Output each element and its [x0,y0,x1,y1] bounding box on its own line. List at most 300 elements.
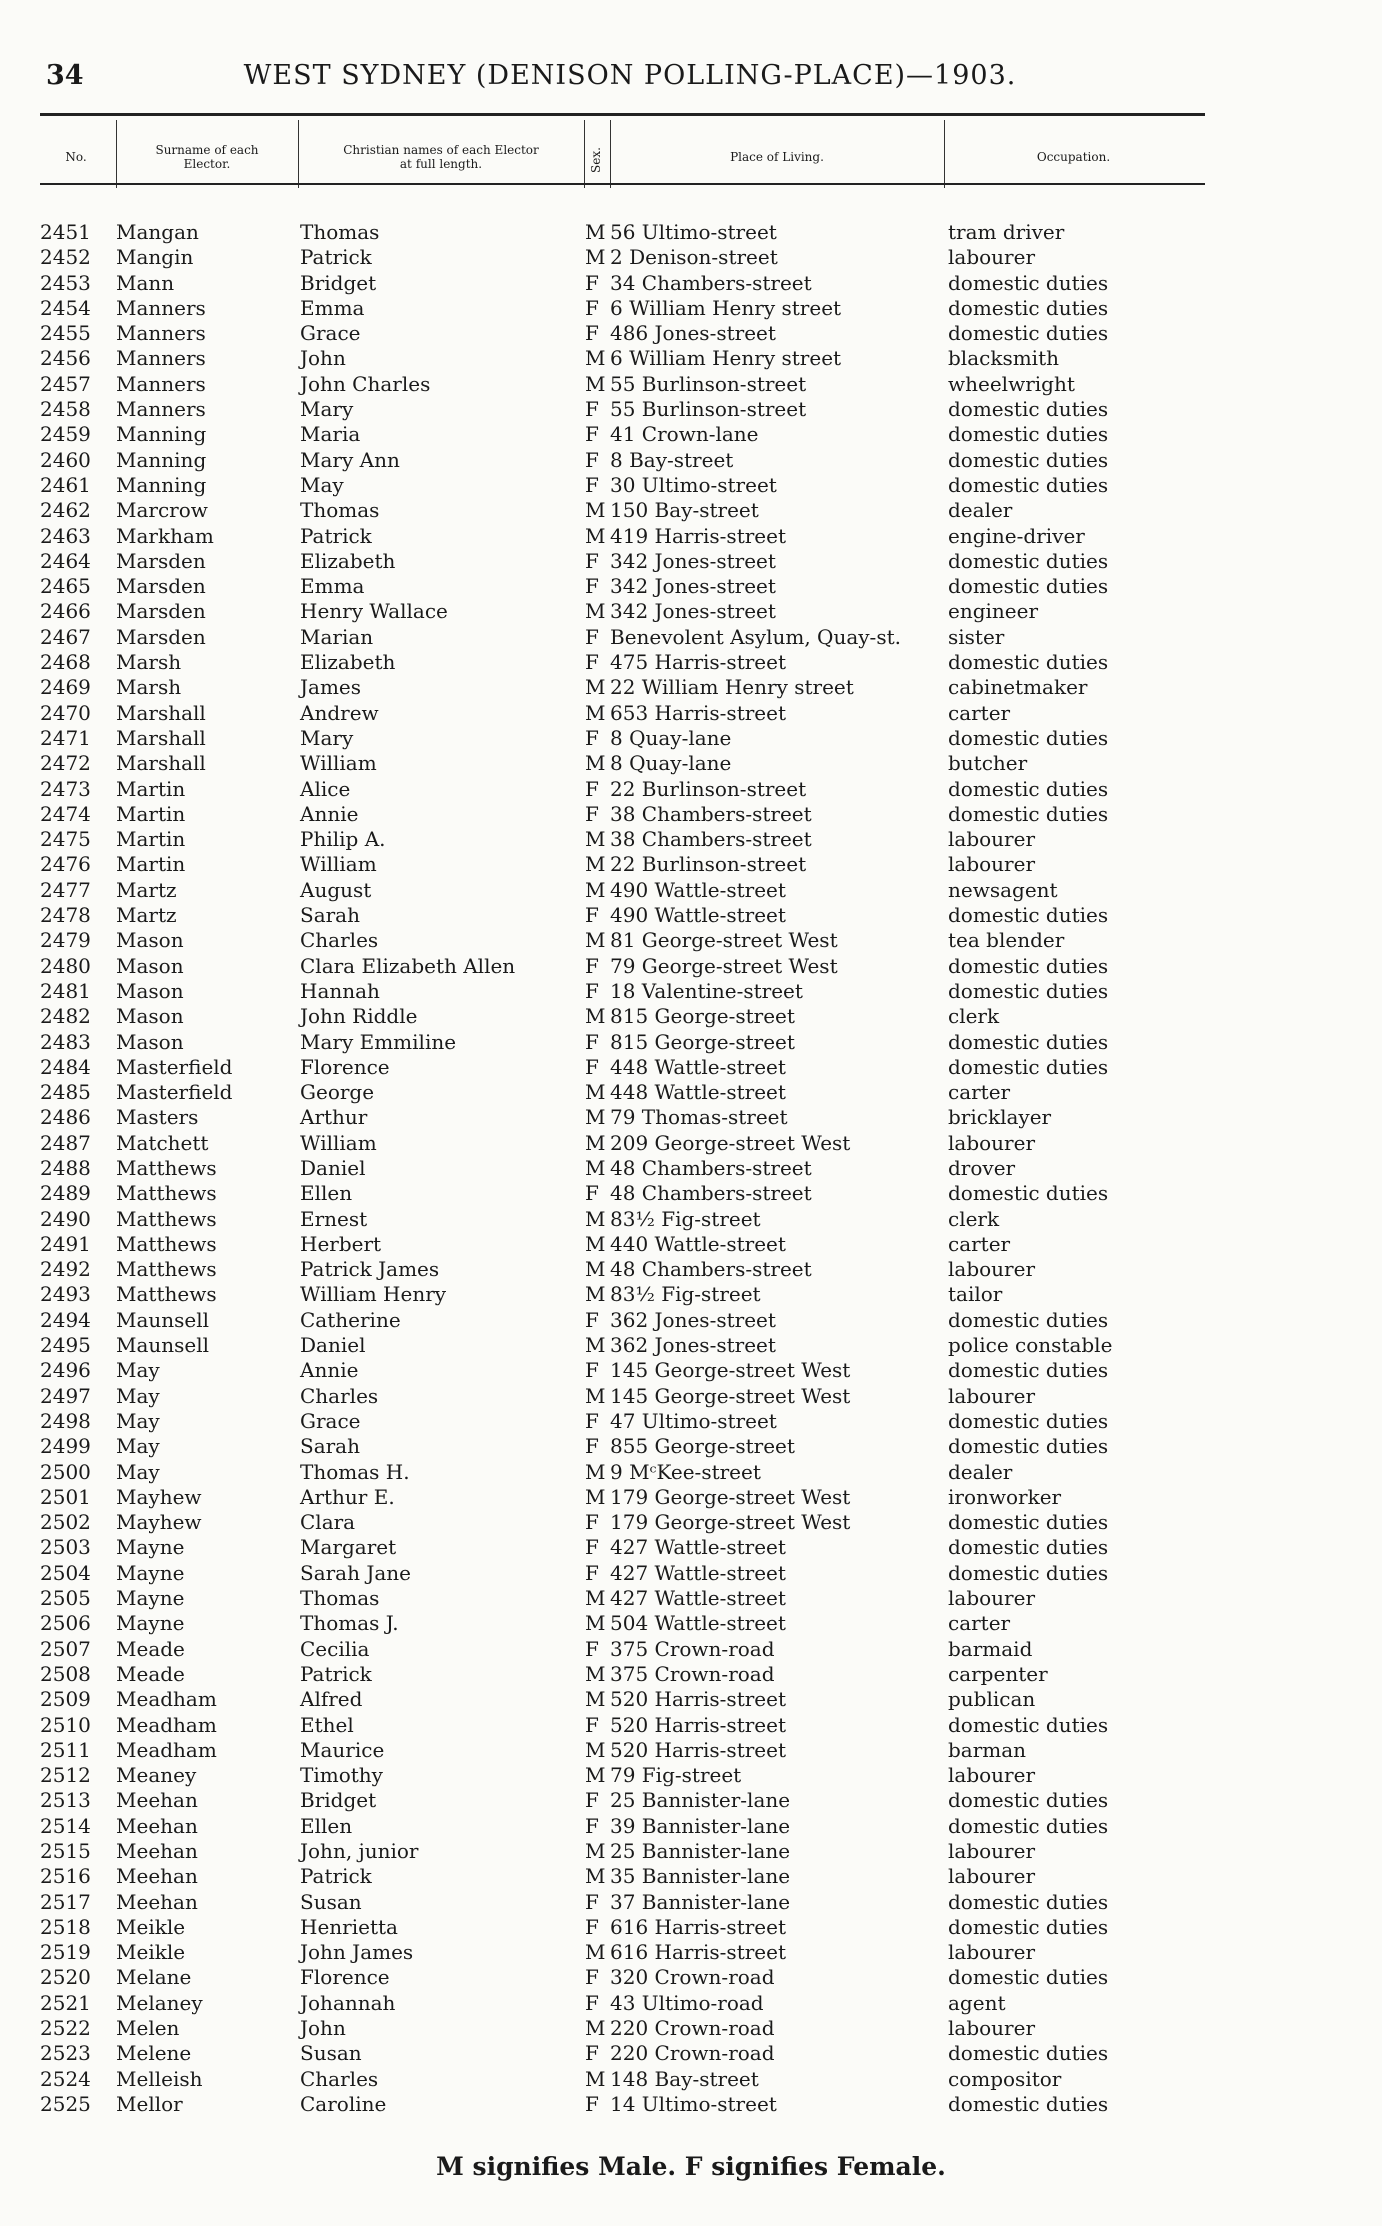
table-row [40,928,1220,953]
table-row [40,1687,1220,1712]
elector-christian-names: John [300,2016,346,2041]
elector-number: 2505 [40,1586,91,1611]
elector-place-of-living: 38 Chambers-street [610,827,812,852]
elector-occupation: domestic duties [948,1307,1109,1332]
elector-place-of-living: 145 George-street West [610,1358,851,1383]
elector-sex: F [585,953,599,978]
elector-christian-names: Ernest [300,1206,368,1231]
elector-number: 2521 [40,1990,91,2015]
elector-occupation: domestic duties [948,725,1109,750]
elector-occupation: domestic duties [948,447,1109,472]
elector-surname: May [116,1383,160,1408]
elector-number: 2482 [40,1004,91,1029]
sex-legend: M signifies Male. F signifies Female. [436,2152,946,2181]
elector-christian-names: Maria [300,422,361,447]
elector-place-of-living: 419 Harris-street [610,523,787,548]
elector-number: 2512 [40,1763,91,1788]
table-row [40,1965,1220,1990]
table-row [40,1586,1220,1611]
elector-sex: M [585,245,606,270]
elector-sex: M [585,852,606,877]
elector-occupation: engineer [948,599,1039,624]
elector-christian-names: George [300,1080,375,1105]
elector-occupation: labourer [948,1383,1036,1408]
elector-number: 2474 [40,801,91,826]
elector-occupation: labourer [948,1864,1036,1889]
elector-number: 2492 [40,1257,91,1282]
elector-place-of-living: 362 Jones-street [610,1307,776,1332]
elector-surname: Melaney [116,1990,203,2015]
elector-number: 2467 [40,624,91,649]
elector-occupation: domestic duties [948,1813,1109,1838]
elector-surname: Martz [116,877,177,902]
elector-number: 2466 [40,599,91,624]
table-row [40,1181,1220,1206]
elector-place-of-living: 486 Jones-street [610,321,776,346]
elector-christian-names: Florence [300,1965,390,1990]
elector-surname: Manning [116,422,207,447]
elector-christian-names: Maurice [300,1737,385,1762]
elector-surname: Mason [116,928,184,953]
elector-number: 2510 [40,1712,91,1737]
elector-surname: Martin [116,827,186,852]
elector-number: 2465 [40,574,91,599]
elector-surname: Mangan [116,220,199,244]
elector-number: 2472 [40,751,91,776]
elector-christian-names: Thomas [300,1586,380,1611]
elector-christian-names: William [300,751,377,776]
elector-occupation: domestic duties [948,270,1109,295]
elector-place-of-living: 815 George-street [610,1004,795,1029]
elector-surname: Maunsell [116,1333,210,1358]
elector-sex: F [585,1889,599,1914]
elector-christian-names: Thomas J. [300,1611,399,1636]
elector-surname: Mayne [116,1535,185,1560]
elector-christian-names: Marian [300,624,374,649]
table-row [40,1763,1220,1788]
table-row [40,1080,1220,1105]
elector-number: 2486 [40,1105,91,1130]
elector-sex: F [585,1535,599,1560]
table-row [40,1814,1220,1839]
elector-surname: Marsden [116,574,206,599]
elector-sex: F [585,801,599,826]
elector-place-of-living: 427 Wattle-street [610,1535,786,1560]
table-row [40,422,1220,447]
elector-place-of-living: 440 Wattle-street [610,1231,786,1256]
elector-number: 2462 [40,498,91,523]
elector-sex: F [585,1712,599,1737]
elector-place-of-living: 490 Wattle-street [610,903,786,928]
elector-place-of-living: 815 George-street [610,1029,795,1054]
table-row [40,220,1220,245]
elector-place-of-living: 427 Wattle-street [610,1560,786,1585]
table-row [40,2041,1220,2066]
elector-occupation: labourer [948,1586,1036,1611]
elector-occupation: domestic duties [948,1560,1109,1585]
elector-sex: F [585,903,599,928]
elector-surname: Matthews [116,1155,217,1180]
elector-occupation: carter [948,1231,1011,1256]
elector-christian-names: Thomas [300,498,380,523]
elector-christian-names: Bridget [300,1788,377,1813]
elector-place-of-living: 520 Harris-street [610,1687,787,1712]
elector-sex: F [585,472,599,497]
elector-sex: M [585,751,606,776]
elector-number: 2453 [40,270,91,295]
elector-christian-names: Daniel [300,1155,366,1180]
elector-christian-names: Ethel [300,1712,354,1737]
elector-occupation: domestic duties [948,422,1109,447]
elector-number: 2475 [40,827,91,852]
elector-number: 2454 [40,295,91,320]
elector-place-of-living: 520 Harris-street [610,1737,787,1762]
elector-surname: May [116,1459,160,1484]
elector-surname: Mayhew [116,1484,202,1509]
elector-occupation: domestic duties [948,1029,1109,1054]
elector-place-of-living: 47 Ultimo-street [610,1408,777,1433]
elector-surname: Manners [116,397,206,422]
elector-sex: F [585,2091,599,2116]
table-row [40,2067,1220,2092]
elector-christian-names: Emma [300,574,365,599]
elector-sex: M [585,1333,606,1358]
elector-number: 2516 [40,1864,91,1889]
elector-occupation: labourer [948,1940,1036,1965]
elector-sex: F [585,1510,599,1535]
table-row [40,245,1220,270]
table-row [40,1864,1220,1889]
elector-christian-names: Mary [300,397,354,422]
elector-place-of-living: 342 Jones-street [610,548,776,573]
elector-number: 2523 [40,2041,91,2066]
elector-surname: Mason [116,953,184,978]
elector-sex: M [585,1231,606,1256]
table-row [40,1434,1220,1459]
elector-sex: M [585,1940,606,1965]
elector-number: 2481 [40,978,91,1003]
elector-surname: Manners [116,371,206,396]
elector-place-of-living: 2 Denison-street [610,245,778,270]
table-row [40,372,1220,397]
elector-number: 2488 [40,1155,91,1180]
table-row [40,1333,1220,1358]
elector-number: 2519 [40,1940,91,1965]
elector-place-of-living: 55 Burlinson-street [610,371,807,396]
header-rule-bottom [40,183,1205,185]
elector-sex: M [585,498,606,523]
elector-place-of-living: 8 Quay-lane [610,725,732,750]
table-row [40,296,1220,321]
table-row [40,650,1220,675]
elector-surname: Manners [116,346,206,371]
elector-occupation: domestic duties [948,1510,1109,1535]
elector-place-of-living: 475 Harris-street [610,650,787,675]
elector-place-of-living: 18 Valentine-street [610,978,803,1003]
table-row [40,1308,1220,1333]
table-row [40,1839,1220,1864]
table-row [40,346,1220,371]
elector-sex: M [585,1484,606,1509]
elector-surname: Marshall [116,751,206,776]
elector-surname: Meade [116,1636,185,1661]
elector-occupation: tailor [948,1282,1003,1307]
elector-sex: F [585,1813,599,1838]
table-row [40,2092,1220,2117]
elector-place-of-living: 22 William Henry street [610,675,854,700]
elector-place-of-living: 35 Bannister-lane [610,1864,791,1889]
elector-occupation: domestic duties [948,903,1109,928]
elector-number: 2455 [40,321,91,346]
elector-sex: M [585,1004,606,1029]
elector-sex: M [585,599,606,624]
elector-surname: Meehan [116,1788,198,1813]
elector-sex: M [585,1282,606,1307]
table-row [40,1485,1220,1510]
elector-sex: M [585,1864,606,1889]
elector-christian-names: Johannah [300,1990,396,2015]
elector-number: 2509 [40,1687,91,1712]
elector-number: 2480 [40,953,91,978]
elector-surname: Matthews [116,1206,217,1231]
elector-surname: Martz [116,903,177,928]
elector-occupation: newsagent [948,877,1058,902]
elector-occupation: dealer [948,1459,1013,1484]
table-row [40,498,1220,523]
elector-sex: F [585,397,599,422]
elector-number: 2460 [40,447,91,472]
elector-sex: M [585,523,606,548]
elector-surname: May [116,1434,160,1459]
elector-surname: Matchett [116,1130,209,1155]
elector-christian-names: Clara [300,1510,356,1535]
elector-sex: F [585,574,599,599]
elector-surname: Mason [116,1029,184,1054]
elector-number: 2525 [40,2091,91,2116]
elector-occupation: clerk [948,1206,1000,1231]
elector-place-of-living: 22 Burlinson-street [610,776,807,801]
elector-occupation: tram driver [948,220,1065,244]
elector-surname: Marshall [116,700,206,725]
table-row [40,1915,1220,1940]
elector-occupation: domestic duties [948,1408,1109,1433]
elector-christian-names: Caroline [300,2091,387,2116]
elector-place-of-living: 448 Wattle-street [610,1054,786,1079]
elector-surname: Mason [116,1004,184,1029]
elector-surname: May [116,1408,160,1433]
elector-christian-names: John Riddle [300,1004,418,1029]
elector-place-of-living: 209 George-street West [610,1130,851,1155]
elector-place-of-living: 427 Wattle-street [610,1586,786,1611]
elector-sex: F [585,1914,599,1939]
elector-occupation: labourer [948,827,1036,852]
elector-number: 2477 [40,877,91,902]
table-row [40,549,1220,574]
elector-christian-names: Mary Emmiline [300,1029,457,1054]
elector-surname: Meikle [116,1914,186,1939]
elector-christian-names: Patrick [300,1661,372,1686]
elector-christian-names: John Charles [300,371,431,396]
elector-number: 2498 [40,1408,91,1433]
elector-number: 2451 [40,220,91,244]
elector-occupation: domestic duties [948,801,1109,826]
elector-christian-names: Sarah [300,1434,360,1459]
elector-surname: Meehan [116,1864,198,1889]
elector-occupation: dealer [948,498,1013,523]
table-row [40,2016,1220,2041]
elector-place-of-living: 22 Burlinson-street [610,852,807,877]
elector-sex: F [585,321,599,346]
table-row [40,852,1220,877]
elector-occupation: domestic duties [948,321,1109,346]
elector-occupation: domestic duties [948,1358,1109,1383]
elector-christian-names: Mary [300,725,354,750]
elector-number: 2522 [40,2016,91,2041]
elector-sex: M [585,1459,606,1484]
elector-surname: Mann [116,270,175,295]
elector-occupation: barman [948,1737,1027,1762]
elector-sex: F [585,1990,599,2015]
elector-surname: Manning [116,447,207,472]
table-row [40,473,1220,498]
elector-place-of-living: 14 Ultimo-street [610,2091,777,2116]
elector-surname: Masterfield [116,1054,233,1079]
elector-occupation: wheelwright [948,371,1075,396]
elector-number: 2508 [40,1661,91,1686]
elector-surname: Meadham [116,1712,217,1737]
elector-christian-names: Florence [300,1054,390,1079]
elector-occupation: domestic duties [948,978,1109,1003]
elector-occupation: labourer [948,852,1036,877]
elector-number: 2499 [40,1434,91,1459]
elector-surname: Mangin [116,245,194,270]
elector-sex: F [585,1358,599,1383]
table-row [40,954,1220,979]
elector-christian-names: Ellen [300,1813,353,1838]
elector-number: 2518 [40,1914,91,1939]
elector-christian-names: Margaret [300,1535,397,1560]
elector-place-of-living: 616 Harris-street [610,1914,787,1939]
elector-occupation: labourer [948,245,1036,270]
elector-surname: Marsden [116,624,206,649]
elector-sex: M [585,928,606,953]
elector-christian-names: Alfred [300,1687,363,1712]
elector-place-of-living: 362 Jones-street [610,1333,776,1358]
elector-sex: M [585,220,606,244]
table-row [40,903,1220,928]
elector-surname: Meaney [116,1763,197,1788]
elector-occupation: domestic duties [948,1181,1109,1206]
elector-christian-names: Elizabeth [300,548,396,573]
elector-sex: F [585,1054,599,1079]
elector-place-of-living: 39 Bannister-lane [610,1813,791,1838]
table-row [40,675,1220,700]
elector-surname: Meehan [116,1839,198,1863]
elector-place-of-living: 79 George-street West [610,953,838,978]
elector-christian-names: Grace [300,1408,361,1433]
elector-number: 2471 [40,725,91,750]
elector-christian-names: Sarah [300,903,360,928]
elector-surname: Mayne [116,1586,185,1611]
column-divider [944,120,945,188]
table-row [40,1662,1220,1687]
elector-sex: F [585,295,599,320]
table-row [40,802,1220,827]
table-row [40,1510,1220,1535]
elector-place-of-living: 179 George-street West [610,1510,851,1535]
column-divider [298,120,299,188]
col-head-surname: Surname of each Elector. [155,143,259,171]
elector-sex: F [585,1560,599,1585]
table-row [40,625,1220,650]
elector-christian-names: William [300,1130,377,1155]
elector-place-of-living: 83½ Fig-street [610,1206,761,1231]
table-row [40,1282,1220,1307]
elector-sex: M [585,346,606,371]
table-row [40,1207,1220,1232]
elector-occupation: domestic duties [948,650,1109,675]
elector-christian-names: Philip A. [300,827,386,852]
table-row [40,1940,1220,1965]
elector-place-of-living: 9 MᶜKee-street [610,1459,761,1484]
elector-number: 2497 [40,1383,91,1408]
elector-occupation: labourer [948,1763,1036,1788]
elector-number: 2503 [40,1535,91,1560]
table-row [40,1611,1220,1636]
table-row [40,1004,1220,1029]
elector-number: 2490 [40,1206,91,1231]
elector-sex: M [585,1383,606,1408]
elector-surname: Marsh [116,675,182,700]
elector-number: 2494 [40,1307,91,1332]
elector-place-of-living: 504 Wattle-street [610,1611,786,1636]
table-row [40,574,1220,599]
table-row [40,1232,1220,1257]
table-row [40,271,1220,296]
elector-place-of-living: 8 Quay-lane [610,751,732,776]
elector-sex: F [585,650,599,675]
col-head-no: No. [65,150,87,164]
table-row [40,701,1220,726]
elector-occupation: carpenter [948,1661,1048,1686]
elector-surname: Marshall [116,725,206,750]
elector-christian-names: Grace [300,321,361,346]
elector-place-of-living: 6 William Henry street [610,295,842,320]
elector-occupation: domestic duties [948,295,1109,320]
elector-number: 2479 [40,928,91,953]
elector-sex: M [585,1687,606,1712]
elector-surname: Markham [116,523,214,548]
elector-christian-names: Daniel [300,1333,366,1358]
elector-occupation: domestic duties [948,472,1109,497]
elector-surname: Matthews [116,1181,217,1206]
elector-number: 2506 [40,1611,91,1636]
elector-place-of-living: 81 George-street West [610,928,838,953]
elector-place-of-living: 375 Crown-road [610,1636,775,1661]
elector-surname: Melleish [116,2066,203,2091]
table-row [40,1738,1220,1763]
elector-surname: Meikle [116,1940,186,1965]
table-row [40,599,1220,624]
elector-occupation: labourer [948,1130,1036,1155]
elector-sex: F [585,1408,599,1433]
elector-number: 2473 [40,776,91,801]
elector-number: 2470 [40,700,91,725]
column-divider [116,120,117,188]
elector-sex: F [585,422,599,447]
elector-christian-names: Arthur E. [300,1484,395,1509]
elector-christian-names: Thomas H. [300,1459,410,1484]
